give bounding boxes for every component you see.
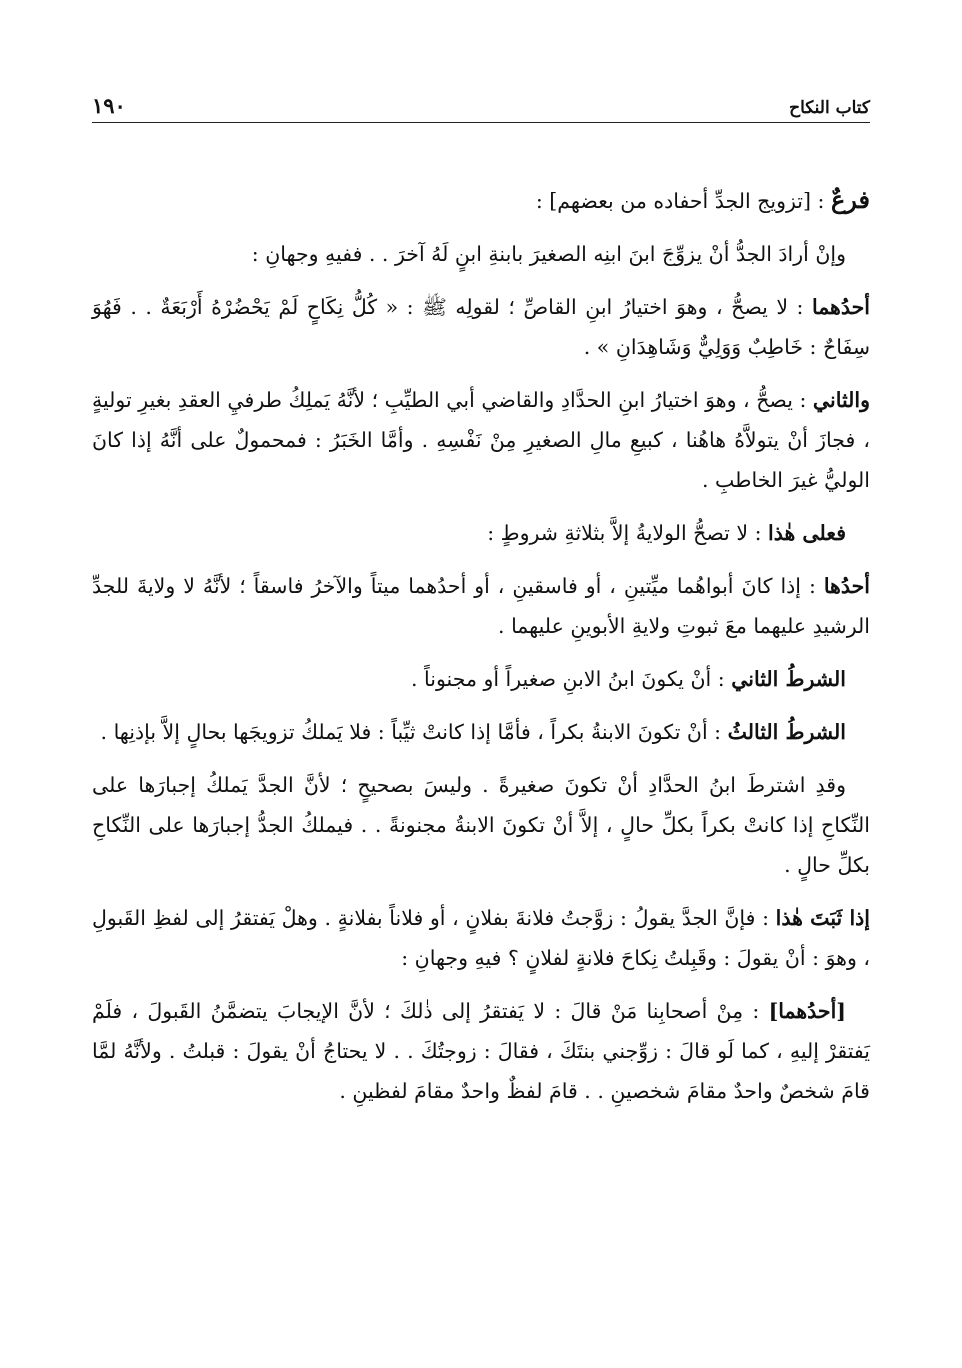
book-page	[92, 0, 870, 1368]
paragraph	[92, 765, 870, 885]
paragraph	[92, 712, 870, 752]
paragraph-text: : لا يصحُّ ، وهوَ اختيارُ ابنِ القاصِّ ؛ لقولِه ﷺ : « كُلُّ نِكَاحٍ لَمْ يَحْضُرْهُ أَرْبَعَةٌ . . فَهُوَ سِفَاحٌ : خَاطِبٌ وَوَلِيٌّ وَشَاهِدَانِ » .	[92, 295, 870, 359]
paragraph-lead: [أحدُهما]	[768, 999, 846, 1023]
paragraph	[92, 513, 870, 553]
paragraph-text: : يصحُّ ، وهوَ اختيارُ ابنِ الحدَّادِ والقاضي أبي الطيِّبِ ؛ لأنَّهُ يَملِكُ طرفيِ العقدِ بغيرِ توليةٍ ، فجازَ أنْ يتولاَّهُ هاهُنا ، كبيعِ مالِ الصغيرِ مِنْ نَفْسِهِ . وأمَّا الخَبَرُ : فمحمولٌ على أنَّهُ إذا كانَ الوليُّ غيرَ الخاطبِ .	[92, 388, 870, 492]
paragraph-text: : إذا كانَ أبواهُما ميِّتينِ ، أو فاسقينِ ، أو أحدُهما ميتاً والآخرُ فاسقاً ؛ لأنَّهُ لا ولايةَ للجدِّ الرشيدِ عليهما معَ ثبوتِ ولايةِ الأبوينِ عليهما .	[92, 574, 870, 638]
paragraph-text: : أنْ يكونَ ابنُ الابنِ صغيراً أو مجنوناً .	[410, 667, 732, 691]
book-title: كتاب النكاح	[789, 98, 870, 118]
paragraph	[92, 287, 870, 367]
paragraph-text: : أنْ تكونَ الابنةُ بكراً ، فأمَّا إذا كانتْ ثيِّباً : فلا يَملكُ تزويجَها بحالٍ إلاَّ بإذنِها .	[100, 720, 728, 744]
paragraph-far	[92, 180, 870, 221]
paragraph	[92, 380, 870, 500]
paragraph-text: وقدِ اشترطَ ابنُ الحدَّادِ أنْ تكونَ صغيرةً . وليسَ بصحيحٍ ؛ لأنَّ الجدَّ يَملكُ إجبارَها على النِّكاحِ إذا كانتْ بكراً بكلِّ حالٍ ، إلاَّ أنْ تكونَ الابنةُ مجنونةً . . فيملكُ الجدُّ إجبارَها على النِّكاحِ بكلِّ حالٍ .	[92, 773, 870, 877]
paragraph-text: : فإنَّ الجدَّ يقولُ : زوَّجتُ فلانةَ بفلانٍ ، أو فلاناً بفلانةٍ . وهلْ يَفتقرُ إلى لفظِ القَبولِ ، وهوَ : أنْ يقولَ : وقَبِلتُ نِكاحَ فلانةٍ لفلانٍ ؟ فيهِ وجهانِ :	[92, 906, 870, 970]
paragraph	[92, 991, 870, 1111]
paragraph-lead: فعلى هٰذا	[768, 521, 846, 545]
paragraph-text: : [تزويج الجدِّ أحفاده من بعضهم] :	[535, 189, 831, 213]
paragraph-lead: الشرطُ الثالثُ	[727, 720, 846, 744]
paragraph-lead: والثاني	[812, 388, 870, 412]
page-number: ١٩٠	[92, 93, 126, 118]
running-header	[92, 82, 870, 123]
paragraph	[92, 659, 870, 699]
paragraph	[92, 234, 870, 274]
paragraph-text: : مِنْ أصحابِنا مَنْ قالَ : لا يَفتقرُ إلى ذٰلكَ ؛ لأنَّ الإيجابَ يتضمَّنُ القَبولَ ، فلَمْ يَفتقرْ إليهِ ، كما لَو قالَ : زوِّجني بنتَكَ ، فقالَ : زوجتُكَ . . لا يحتاجُ أنْ يقولَ : قبلتُ . ولأنَّهُ لمَّا قامَ شخصٌ واحدٌ مقامَ شخصينِ . . قامَ لفظٌ واحدٌ مقامَ لفظينِ .	[92, 999, 870, 1103]
page-body	[92, 180, 870, 1124]
paragraph	[92, 898, 870, 978]
paragraph-lead: أحدُهما	[811, 295, 870, 319]
section-lead: فرعٌ	[830, 185, 870, 214]
paragraph-text: : لا تصحُّ الولايةُ إلاَّ بثلاثةِ شروطٍ :	[487, 521, 769, 545]
paragraph-text: وإنْ أرادَ الجدُّ أنْ يزوِّجَ ابنَ ابنِه الصغيرَ بابنةِ ابنٍ لَهُ آخرَ . . ففيهِ وجهانِ :	[251, 242, 846, 266]
paragraph-lead: أحدُها	[823, 574, 870, 598]
paragraph-lead: الشرطُ الثاني	[731, 667, 846, 691]
paragraph	[92, 566, 870, 646]
paragraph-lead: إذا ثَبَتَ هٰذا	[775, 906, 870, 930]
